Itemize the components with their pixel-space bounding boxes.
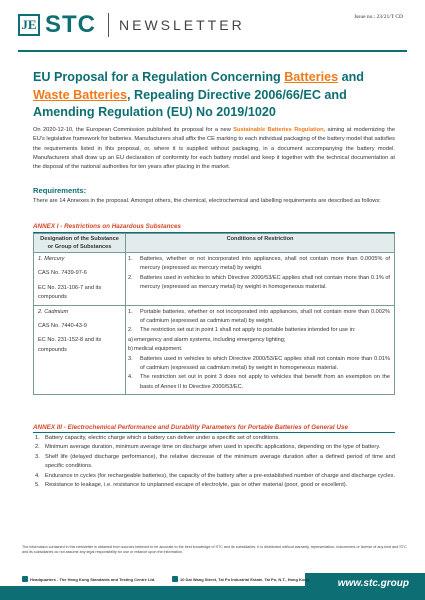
stc-logo-text: STC — [45, 11, 96, 38]
article-title — [33, 69, 403, 122]
column-header-conditions: Conditions of Restriction — [126, 234, 395, 253]
ec-number: EC No. 231-106-7 and its compounds — [38, 284, 102, 301]
address-text: 10 Dai Wang Street, Tai Po Industrial Estate, Tai Po, N.T., Hong Kong — [180, 576, 310, 582]
condition-item: 2. The restriction set out in point 1 shall not apply to portable batteries intended for use in: — [128, 327, 356, 334]
logo — [18, 12, 245, 38]
headquarters-label: Headquarters - The Hong Kong Standards and Testing Centre Ltd. — [30, 576, 156, 582]
substance-cell — [34, 253, 126, 306]
conditions-cell — [126, 253, 395, 306]
condition-subitem: a) emergency and alarm systems, including emergency lighting; — [128, 336, 286, 343]
title-part-1: EU Proposal for a Regulation Concerning — [33, 70, 285, 84]
annex1-table — [33, 233, 395, 395]
requirements-text: There are 14 Annexes in the proposal. Amongst others, the chemical, electrochemical and labelling requirements are described as follows: — [33, 198, 381, 204]
condition-item: 4. The restriction set out in point 3 does not apply to vehicles that benefit from an exemption on the basis of Annex II to Directive 2000/53/EC. — [128, 374, 390, 390]
table-row — [34, 305, 395, 395]
intro-highlight: Sustainable Batteries Regulation — [233, 127, 324, 133]
disclaimer: The information contained in this newsletter is obtained from sources believed to be accurate to the best knowledge of STC and its subsidiaries. It is distributed without warranty, representation, inducement or license of any kind and STC and its subsidiaries do not assume any legal responsibility for use or reliance upon the information. — [22, 545, 407, 555]
title-highlight-waste-batteries: Waste Batteries — [33, 87, 128, 102]
condition-item: 2. Batteries used in vehicles to which Directive 2000/53/EC applies shall not contain more than 0.1% of mercury (expressed as mercury metal) by weight in homogeneous material. — [128, 274, 390, 291]
list-item: 5. Resistance to leakage, i.e. resistance to unplanned escape of electrolyte, gas or other material (poor, good or excellent). — [35, 482, 348, 489]
condition-item: 1. Batteries, whether or not incorporated into appliances, shall not contain more than 0.0005% of mercury (expressed as mercury metal) by weight. — [128, 256, 390, 272]
stc-logo-mark: JE — [18, 14, 40, 36]
conditions-cell — [126, 305, 395, 395]
footer-address — [172, 576, 309, 582]
building-icon — [22, 576, 28, 582]
page-header — [0, 0, 425, 62]
intro-part-2: , aiming at modernizing the EU's legislative framework for batteries. Manufacturers shall affix the CE marking to each individual packaging of the battery model that satisfies the requirements listed in this proposal, or, where it is supplied without packaging, in a document accompanying the battery model. Manufacturers shall draw up an EU declaration of conformity for each battery model and keep it together with the technical documentation at the disposal of the national authorities for ten years after placing in the market. — [33, 127, 395, 171]
ec-number: EC No. 231-152-8 and its compounds — [38, 337, 102, 353]
list-item: 4. Endurance in cycles (for rechargeable batteries), the capacity of the battery after a pre-established number of charge and discharge cycles. — [35, 472, 395, 479]
annex3-heading: ANNEX III - Electrochemical Performance and Durability Parameters for Portable Batteries of General Use — [33, 424, 348, 431]
condition-item: 3. Batteries used in vehicles to which Directive 2000/53/EC applies shall not contain more than 0.01% of cadmium (expressed as cadmium metal) by weight in homogeneous material. — [128, 355, 390, 372]
list-item: 1. Battery capacity, electric charge which a battery can deliver under a specific set of conditions. — [35, 435, 280, 441]
column-header-substance: Designation of the Substance or Group of Substances — [34, 234, 126, 253]
intro-part-1: On 2020-12-10, the European Commission published its proposal for a new — [33, 127, 234, 133]
table-row — [34, 253, 395, 306]
list-item: 3. Shelf life (delayed discharge performance), the relative decrease of the minimum average duration after a defined period of time and specific conditions. — [35, 453, 395, 470]
cas-number: CAS No. 7440-43-9 — [38, 323, 87, 330]
condition-item: 1. Portable batteries, whether or not incorporated into appliances, shall not contain more than 0.002% of cadmium (expressed as cadmium metal) by weight. — [128, 308, 390, 325]
annex3-rule — [33, 432, 395, 433]
list-item: 2. Minimum average duration, minimum average time on discharge when used in specific applications, depending on the type of battery. — [35, 444, 381, 451]
title-part-2: and — [338, 70, 364, 84]
header-rule — [18, 50, 407, 52]
header-divider — [108, 13, 109, 37]
issue-number: Issue no.: 23/21/T CD — [354, 14, 403, 20]
title-part-3: , Repealing Directive 2006/66/EC and Amending Regulation (EU) No 2019/1020 — [33, 87, 347, 119]
annex1-heading: ANNEX I - Restrictions on Hazardous Substances — [33, 223, 182, 230]
location-pin-icon — [172, 576, 178, 582]
website-link[interactable]: www.stc.group — [337, 578, 409, 589]
footer-headquarters — [22, 576, 155, 582]
intro-paragraph — [33, 126, 395, 172]
section-label: NEWSLETTER — [119, 17, 245, 33]
title-highlight-batteries: Batteries — [284, 70, 339, 84]
substance-name: 2. Cadmium — [38, 308, 69, 315]
table-header-row — [34, 234, 395, 253]
substance-name: 1. Mercury — [38, 256, 65, 262]
substance-cell — [34, 305, 126, 395]
cas-number: CAS No. 7439-97-6 — [38, 270, 87, 277]
condition-subitem: b) medical equipment. — [128, 346, 183, 353]
annex3-list — [33, 434, 395, 490]
requirements-heading: Requirements: — [33, 186, 87, 195]
